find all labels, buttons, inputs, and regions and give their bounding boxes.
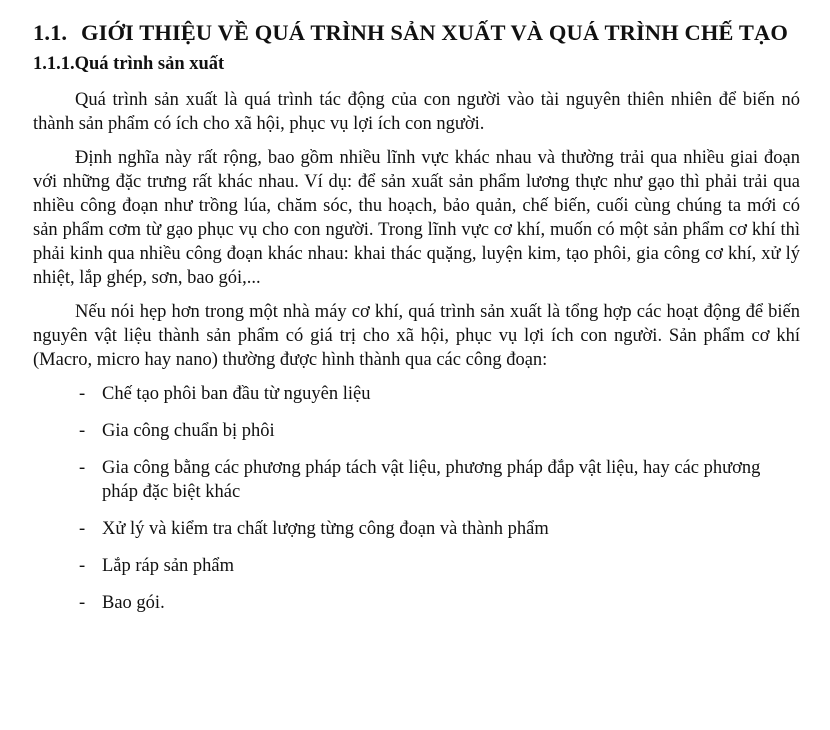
bullet-dash: - [79, 519, 86, 539]
section-title: GIỚI THIỆU VỀ QUÁ TRÌNH SẢN XUẤT VÀ QUÁ TRÌNH CHẾ TẠO [81, 20, 788, 45]
list-item-text: Xử lý và kiểm tra chất lượng từng công đoạn và thành phẩm [102, 519, 549, 539]
list-item [33, 517, 800, 541]
list-item [33, 456, 800, 504]
list-item-text: Lắp ráp sản phẩm [102, 556, 235, 576]
paragraph: Nếu nói hẹp hơn trong một nhà máy cơ khí, quá trình sản xuất là tổng hợp các hoạt động để biến nguyên vật liệu thành sản phẩm có giá trị cho xã hội, phục vụ lợi ích con người. Sản phẩm cơ khí (Macro, micro hay nano) thường được hình thành qua các công đoạn: [33, 302, 800, 370]
bullet-dash: - [79, 593, 86, 613]
section-number: 1.1. [33, 20, 68, 45]
subsection-heading: 1.1.1.Quá trình sản xuất [33, 54, 225, 74]
bullet-dash: - [79, 458, 86, 478]
bullet-dash: - [79, 421, 86, 441]
list-item-text: Chế tạo phôi ban đầu từ nguyên liệu [102, 384, 371, 404]
list-item-text: Gia công chuẩn bị phôi [102, 421, 275, 441]
bullet-dash: - [79, 556, 86, 576]
section-heading [33, 18, 800, 48]
list-item [33, 554, 800, 578]
list-item [33, 419, 800, 443]
list-item-text: Bao gói. [102, 593, 165, 613]
list-item [33, 591, 800, 615]
paragraph: Quá trình sản xuất là quá trình tác động của con người vào tài nguyên thiên nhiên để biến nó thành sản phẩm có ích cho xã hội, phục vụ lợi ích con người. [33, 90, 800, 134]
paragraph: Định nghĩa này rất rộng, bao gồm nhiều lĩnh vực khác nhau và thường trải qua nhiều giai đoạn với những đặc trưng rất khác nhau. Ví dụ: để sản xuất sản phẩm lương thực như gạo thì phải trải qua nhiều công đoạn như trồng lúa, chăm sóc, thu hoạch, bảo quản, chế biến, cuối cùng chúng ta mới có sản phẩm cơm từ gạo phục vụ cho con người. Trong lĩnh vực cơ khí, muốn có một sản phẩm cơ khí thì phải kinh qua nhiều công đoạn khác nhau: khai thác quặng, luyện kim, tạo phôi, gia công cơ khí, xử lý nhiệt, lắp ghép, sơn, bao gói,... [33, 148, 800, 288]
list-item [33, 382, 800, 406]
list-item-text: Gia công bằng các phương pháp tách vật liệu, phương pháp đắp vật liệu, hay các phương pháp đặc biệt khác [102, 458, 761, 502]
bullet-dash: - [79, 384, 86, 404]
process-steps-list [33, 382, 800, 615]
